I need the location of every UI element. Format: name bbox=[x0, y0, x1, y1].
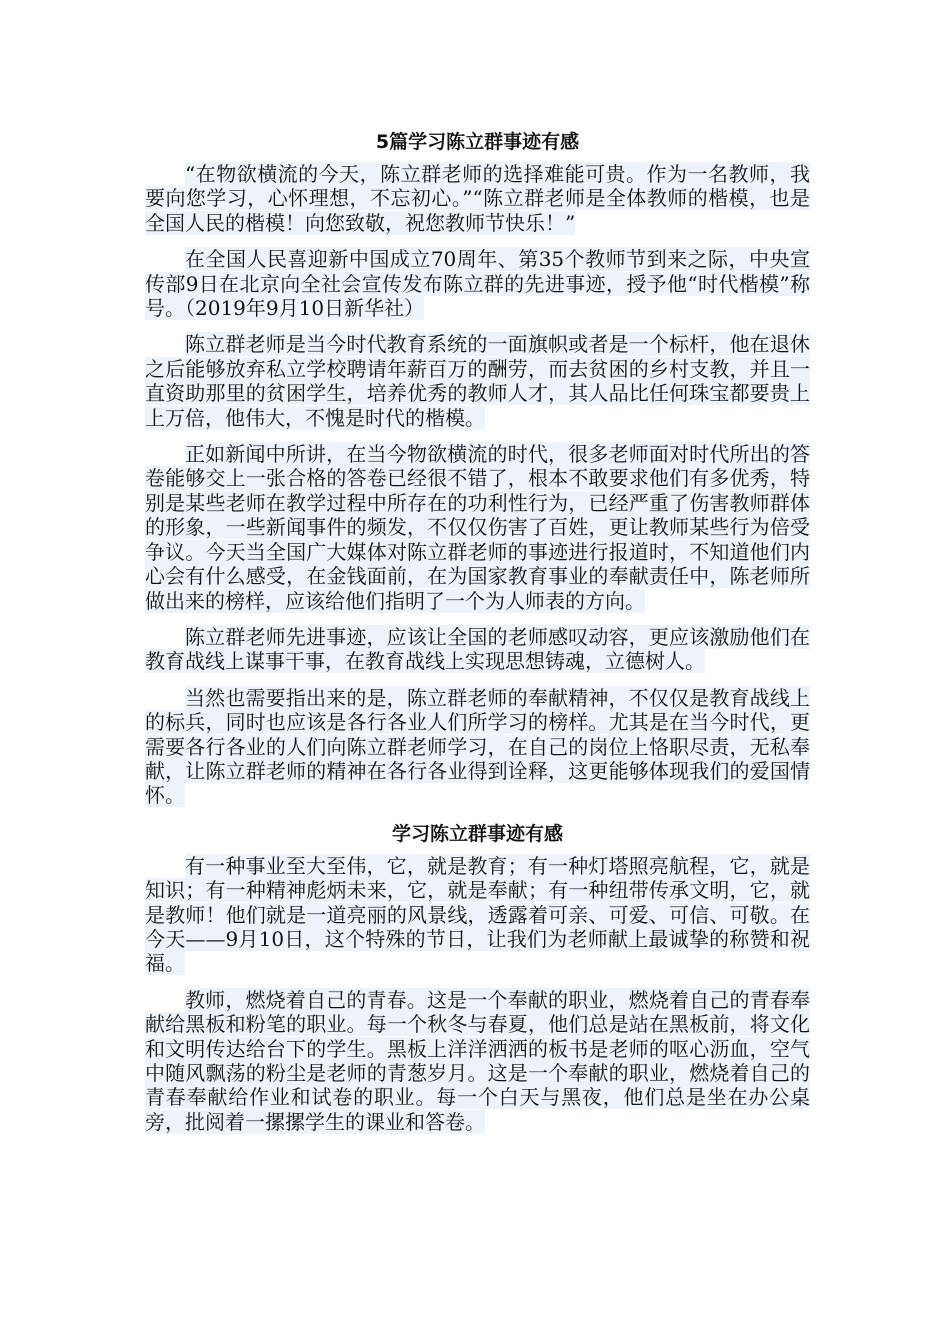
paragraph-text: 陈立群老师是当今时代教育系统的一面旗帜或者是一个标杆，他在退休之后能够放弃私立学校聘请年薪百万的酬劳，而去贫困的乡村支教，并且一直资助那里的贫困学生，培养优秀的教师人才，其人品比任何珠宝都要贵上上万倍，他伟大，不愧是时代的楷模。 bbox=[145, 332, 810, 430]
paragraph bbox=[145, 332, 810, 430]
paragraph-text: 在全国人民喜迎新中国成立70周年、第35个教师节到来之际，中央宣传部9日在北京向全社会宣传发布陈立群的先进事迹，授予他“时代楷模”称号。（2019年9月10日新华社） bbox=[145, 247, 810, 321]
paragraph bbox=[145, 988, 810, 1134]
paragraph bbox=[145, 625, 810, 674]
paragraph-text: 正如新闻中所讲，在当今物欲横流的时代，很多老师面对时代所出的答卷能够交上一张合格的答卷已经很不错了，根本不敢要求他们有多优秀，特别是某些老师在教学过程中所存在的功利性行为，已经严重了伤害教师群体的形象，一些新闻事件的频发，不仅仅伤害了百姓，更让教师某些行为倍受争议。今天当全国广大媒体对陈立群老师的事迹进行报道时，不知道他们内心会有什么感受，在金钱面前，在为国家教育事业的奉献责任中，陈老师所做出来的榜样，应该给他们指明了一个为人师表的方向。 bbox=[145, 442, 810, 613]
paragraph bbox=[145, 686, 810, 808]
paragraph bbox=[145, 442, 810, 613]
paragraph-text: 教师，燃烧着自己的青春。这是一个奉献的职业，燃烧着自己的青春奉献给黑板和粉笔的职业。每一个秋冬与春夏，他们总是站在黑板前，将文化和文明传达给台下的学生。黑板上洋洋洒洒的板书是老师的呕心沥血，空气中随风飘荡的粉尘是老师的青葱岁月。这是一个奉献的职业，燃烧着自己的青春奉献给作业和试卷的职业。每一个白天与黑夜，他们总是坐在办公桌旁，批阅着一摞摞学生的课业和答卷。 bbox=[145, 987, 810, 1134]
section-2-title: 学习陈立群事迹有感 bbox=[391, 822, 563, 845]
paragraph bbox=[145, 247, 810, 320]
document-page bbox=[145, 128, 810, 1146]
paragraph-text: 陈立群老师先进事迹，应该让全国的老师感叹动容，更应该激励他们在教育战线上谋事干事，在教育战线上实现思想铸魂，立德树人。 bbox=[145, 624, 810, 674]
paragraph bbox=[145, 162, 810, 235]
paragraph bbox=[145, 854, 810, 976]
section-1-title: 5篇学习陈立群事迹有感 bbox=[375, 131, 580, 153]
paragraph-text: 有一种事业至大至伟，它，就是教育；有一种灯塔照亮航程，它，就是知识；有一种精神彪炳未来，它，就是奉献；有一种纽带传承文明，它，就是教师！他们就是一道亮丽的风景线，透露着可亲、可爱、可信、可敬。在今天——9月10日，这个特殊的节日，让我们为老师献上最诚挚的称赞和祝福。 bbox=[145, 853, 810, 976]
paragraph-text: 当然也需要指出来的是，陈立群老师的奉献精神，不仅仅是教育战线上的标兵，同时也应该是各行各业人们所学习的榜样。尤其是在当今时代，更需要各行各业的人们向陈立群老师学习，在自己的岗位上恪职尽责，无私奉献，让陈立群老师的精神在各行各业得到诠释，这更能够体现我们的爱国情怀。 bbox=[145, 685, 810, 808]
paragraph-text: “在物欲横流的今天，陈立群老师的选择难能可贵。作为一名教师，我要向您学习，心怀理想，不忘初心。”“陈立群老师是全体教师的楷模，也是全国人民的楷模！向您致敬，祝您教师节快乐！” bbox=[145, 162, 810, 235]
